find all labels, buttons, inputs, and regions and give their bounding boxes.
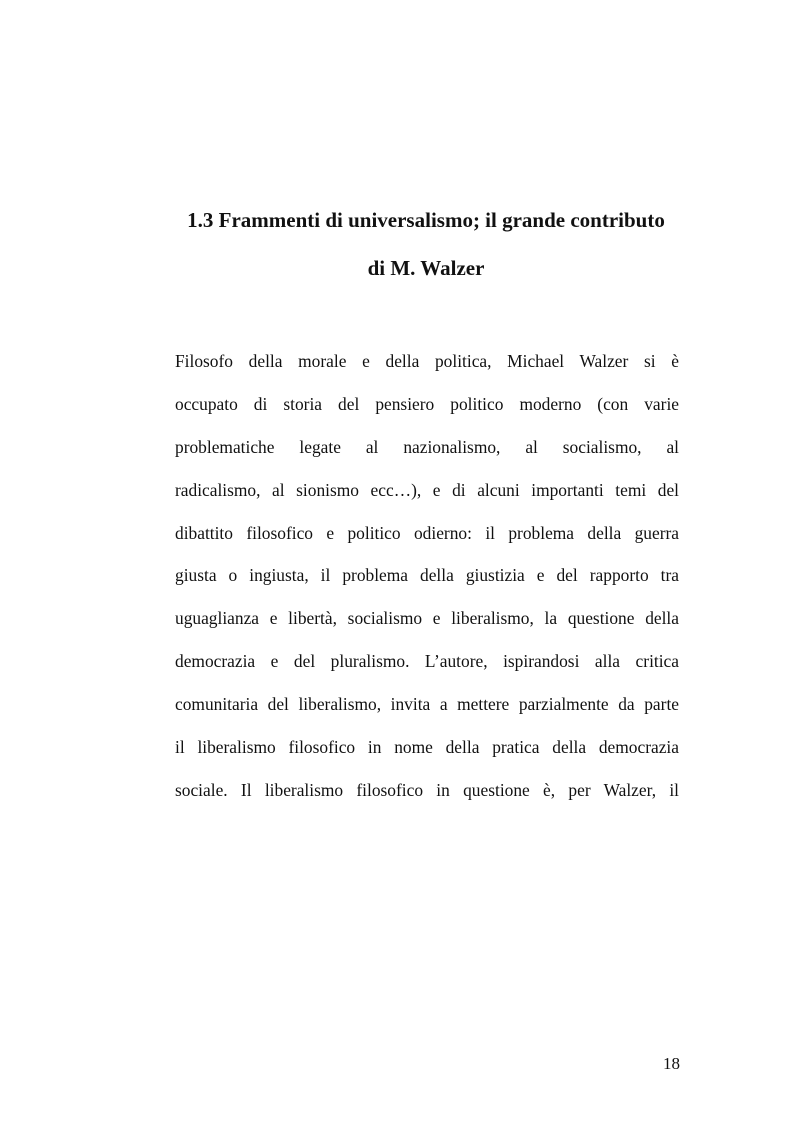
paragraph-line: Filosofo della morale e della politica, Michael Walzer si è [175, 351, 679, 371]
section-heading-line-1: 1.3 Frammenti di universalismo; il grande contributo [187, 208, 665, 232]
paragraph-line: uguaglianza e libertà, socialismo e liberalismo, la questione della [175, 608, 679, 629]
paragraph-line: sociale. Il liberalismo filosofico in questione è, per Walzer, il [175, 779, 679, 800]
paragraph-line: democrazia e del pluralismo. L’autore, ispirandosi alla critica [175, 651, 679, 672]
paragraph-line: occupato di storia del pensiero politico moderno (con varie [175, 393, 679, 414]
section-heading-line-2: di M. Walzer [367, 256, 485, 280]
paragraph-line: giusta o ingiusta, il problema della giustizia e del rapporto tra [175, 565, 679, 586]
page-number: 18 [663, 1054, 680, 1073]
paragraph-line: dibattito filosofico e politico odierno: il problema della guerra [175, 522, 679, 543]
paragraph-line: comunitaria del liberalismo, invita a mettere parzialmente da parte [175, 694, 679, 715]
paragraph-line: radicalismo, al sionismo ecc…), e di alcuni importanti temi del [175, 479, 679, 500]
paragraph-line: problematiche legate al nazionalismo, al socialismo, al [175, 436, 679, 457]
body-paragraph [175, 340, 679, 812]
paragraph-line: il liberalismo filosofico in nome della pratica della democrazia [175, 737, 679, 758]
